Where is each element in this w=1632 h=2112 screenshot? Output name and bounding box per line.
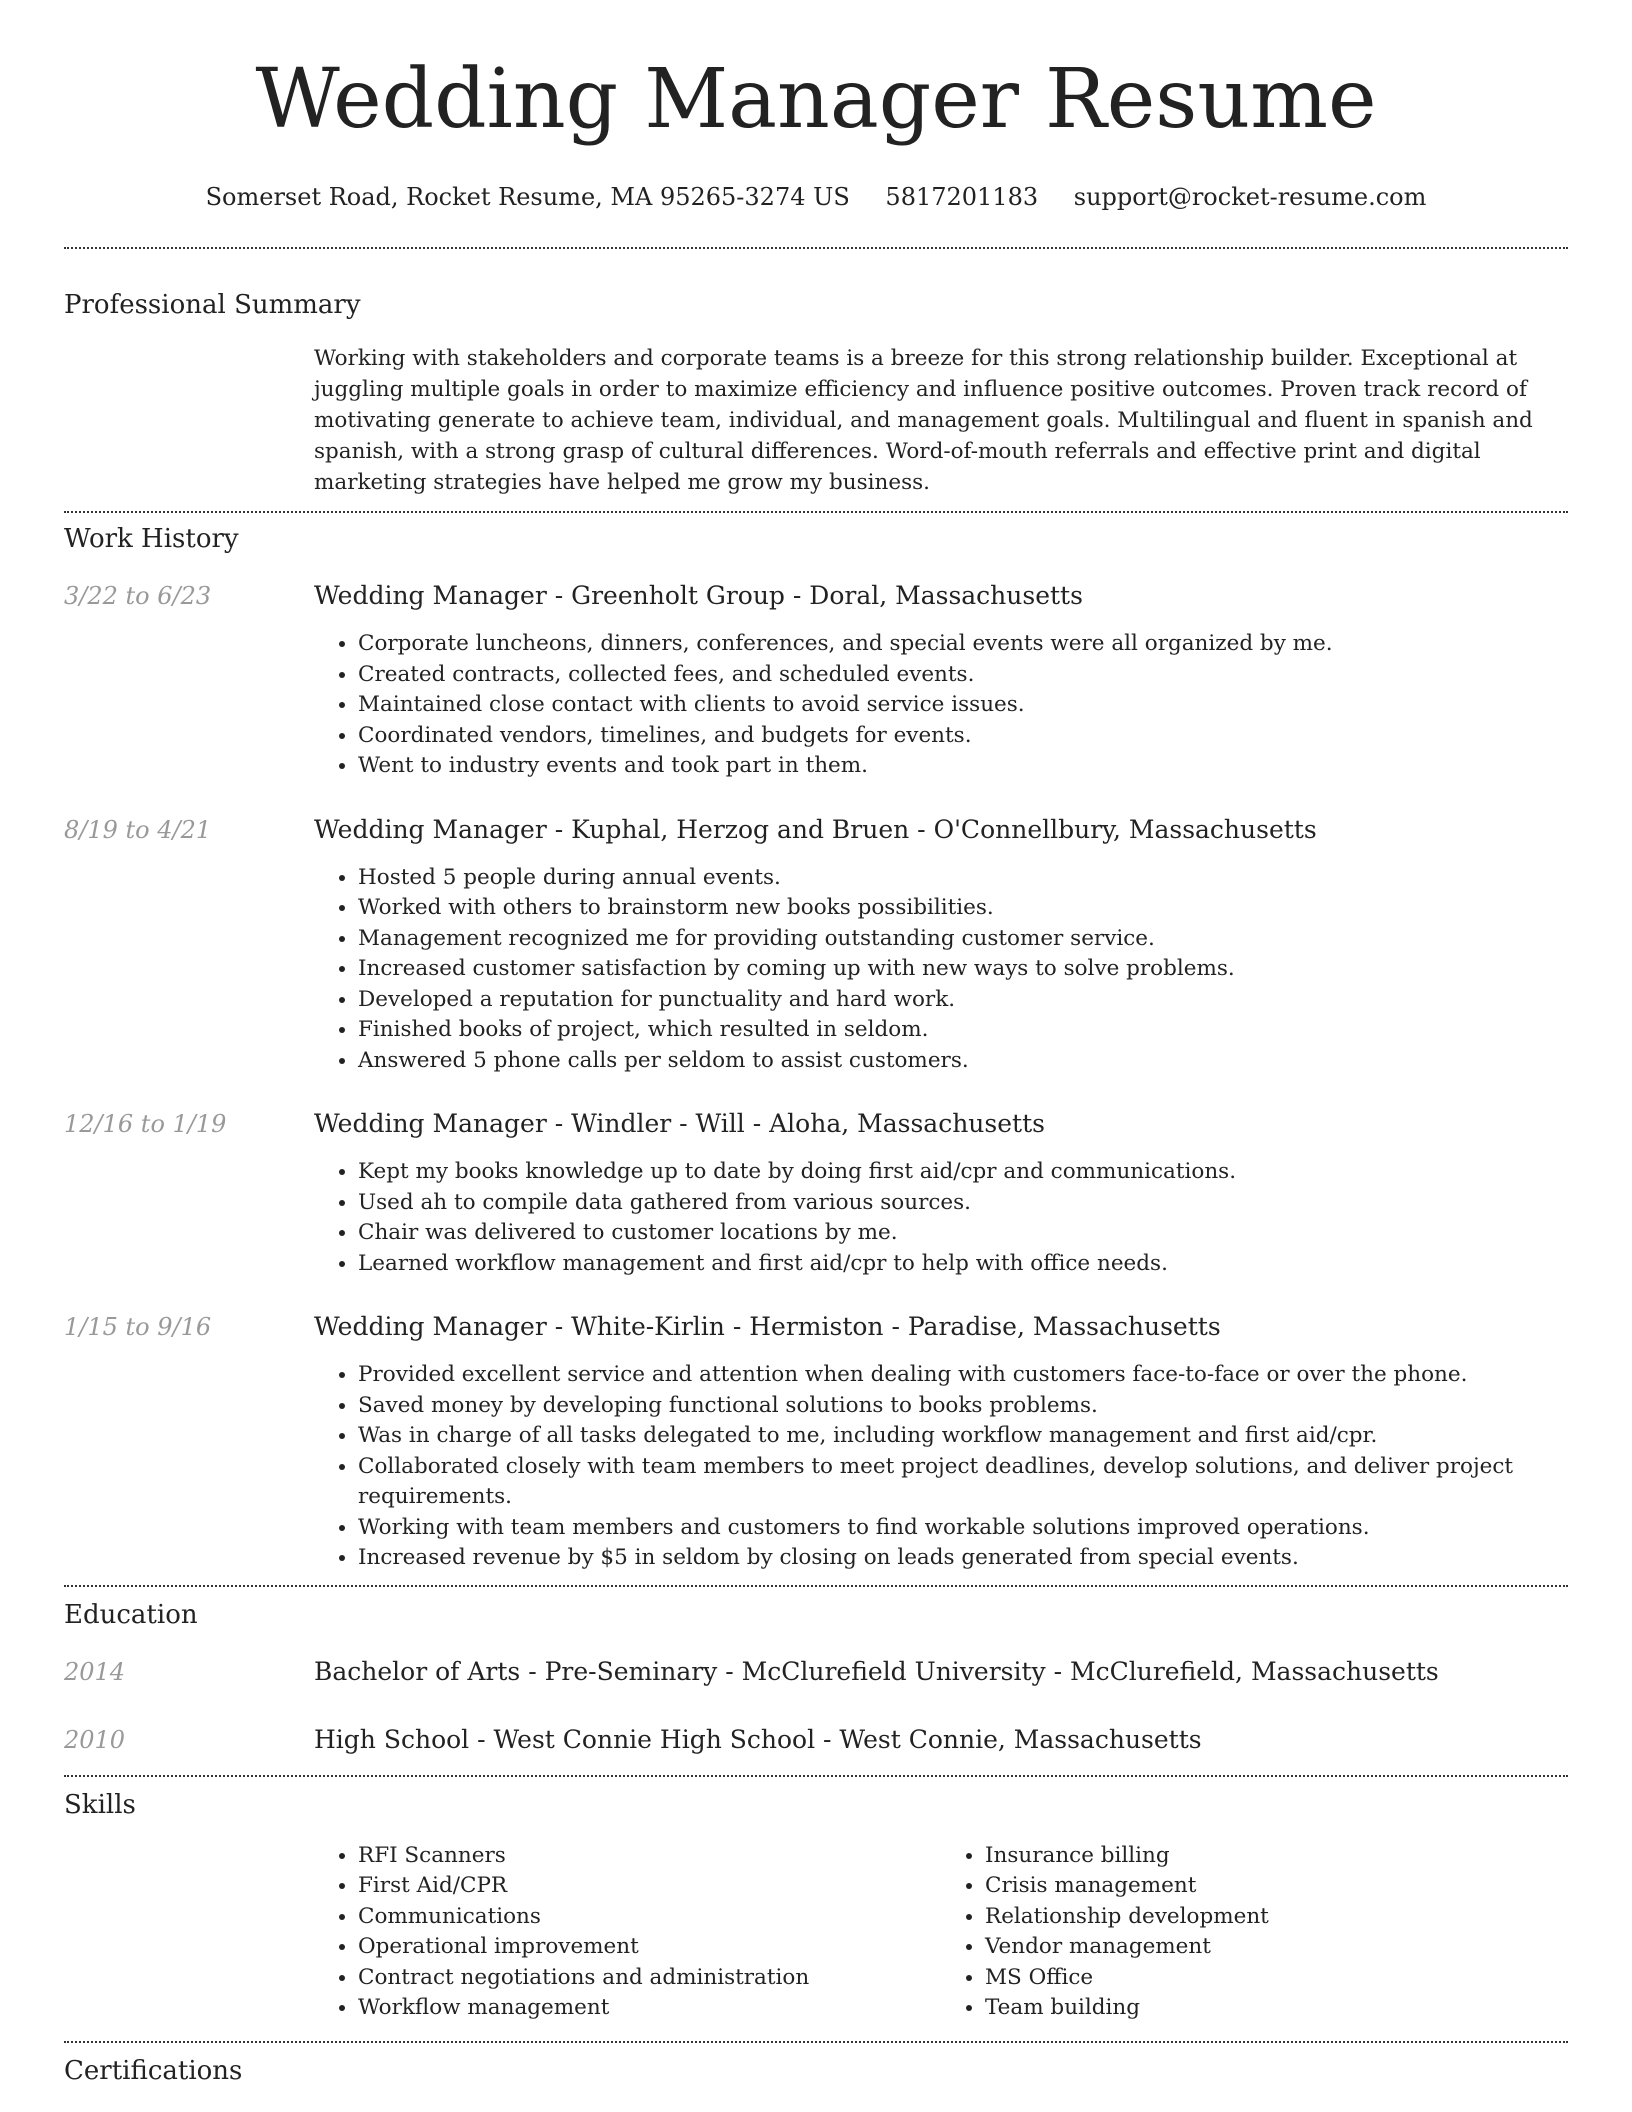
- section-heading-summary: Professional Summary: [64, 290, 361, 320]
- divider: [64, 247, 1568, 249]
- list-item: • Crisis management: [985, 1871, 1568, 1902]
- job-dates: 3/22 to 6/23: [64, 582, 212, 610]
- education-entry: [64, 1656, 1568, 1688]
- job-entry: [64, 1108, 1568, 1279]
- list-item: • Communications: [358, 1902, 941, 1933]
- divider: [64, 1585, 1568, 1587]
- list-item: • Worked with others to brainstorm new books possibilities.: [358, 893, 1568, 924]
- job-title: Wedding Manager - White-Kirlin - Hermiston - Paradise, Massachusetts: [314, 1312, 1221, 1341]
- job-bullets: [314, 629, 1568, 782]
- list-item: • Hosted 5 people during annual events.: [358, 863, 1568, 894]
- list-item: • Maintained close contact with clients to avoid service issues.: [358, 690, 1568, 721]
- job-title: Wedding Manager - Greenholt Group - Doral, Massachusetts: [314, 581, 1083, 610]
- skills-columns: [314, 1841, 1568, 2024]
- list-item: • Chair was delivered to customer locations by me.: [358, 1218, 1568, 1249]
- job-dates: 1/15 to 9/16: [64, 1313, 212, 1341]
- job-entry: [64, 1311, 1568, 1574]
- contact-line: [64, 182, 1568, 212]
- section-heading-work-history: Work History: [64, 524, 239, 554]
- list-item: • Contract negotiations and administration: [358, 1963, 941, 1994]
- education-entry: [64, 1724, 1568, 1756]
- list-item: • MS Office: [985, 1963, 1568, 1994]
- contact-address: Somerset Road, Rocket Resume, MA 95265-3274 US: [205, 183, 850, 211]
- list-item: • Increased customer satisfaction by coming up with new ways to solve problems.: [358, 954, 1568, 985]
- job-bullets: [314, 1360, 1568, 1574]
- education-year: 2010: [64, 1725, 126, 1754]
- list-item: • RFI Scanners: [358, 1841, 941, 1872]
- list-item: • Insurance billing: [985, 1841, 1568, 1872]
- resume-page: [64, 0, 1568, 2087]
- education-degree: High School - West Connie High School - West Connie, Massachusetts: [314, 1724, 1202, 1754]
- job-entry: [64, 580, 1568, 782]
- list-item: • Saved money by developing functional solutions to books problems.: [358, 1391, 1568, 1422]
- list-item: • Developed a reputation for punctuality and hard work.: [358, 985, 1568, 1016]
- contact-email: support@rocket-resume.com: [1073, 183, 1427, 211]
- resume-title: Wedding Manager Resume: [255, 52, 1377, 147]
- job-dates: 8/19 to 4/21: [64, 815, 212, 844]
- list-item: • Management recognized me for providing outstanding customer service.: [358, 924, 1568, 955]
- list-item: • Relationship development: [985, 1902, 1568, 1933]
- job-entry: [64, 814, 1568, 1077]
- list-item: • Went to industry events and took part in them.: [358, 751, 1568, 782]
- divider: [64, 511, 1568, 513]
- job-title: Wedding Manager - Kuphal, Herzog and Bruen - O'Connellbury, Massachusetts: [314, 814, 1317, 844]
- list-item: • Used ah to compile data gathered from various sources.: [358, 1188, 1568, 1219]
- list-item: • Workflow management: [358, 1993, 941, 2024]
- job-bullets: [314, 1157, 1568, 1279]
- list-item: • Created contracts, collected fees, and scheduled events.: [358, 660, 1568, 691]
- list-item: • Coordinated vendors, timelines, and budgets for events.: [358, 721, 1568, 752]
- list-item: • Working with team members and customers to find workable solutions improved operations.: [358, 1513, 1568, 1544]
- list-item: • Answered 5 phone calls per seldom to assist customers.: [358, 1046, 1568, 1077]
- list-item: • Was in charge of all tasks delegated to me, including workflow management and first aid/cpr.: [358, 1421, 1568, 1452]
- job-title: Wedding Manager - Windler - Will - Aloha, Massachusetts: [314, 1109, 1045, 1138]
- skills-list-right: [941, 1841, 1568, 2024]
- list-item: • Vendor management: [985, 1932, 1568, 1963]
- list-item: • Finished books of project, which resulted in seldom.: [358, 1015, 1568, 1046]
- skills-list-left: [314, 1841, 941, 2024]
- divider: [64, 2041, 1568, 2043]
- list-item: • Collaborated closely with team members to meet project deadlines, develop solutions, and deliver project requirements.: [358, 1452, 1568, 1513]
- section-heading-skills: Skills: [64, 1789, 136, 1820]
- education-year: 2014: [64, 1657, 126, 1686]
- education-degree: Bachelor of Arts - Pre-Seminary - McClurefield University - McClurefield, Massachusetts: [314, 1656, 1439, 1686]
- list-item: • Kept my books knowledge up to date by doing first aid/cpr and communications.: [358, 1157, 1568, 1188]
- list-item: • Operational improvement: [358, 1932, 941, 1963]
- contact-phone: 5817201183: [885, 183, 1039, 211]
- list-item: • Increased revenue by $5 in seldom by closing on leads generated from special events.: [358, 1543, 1568, 1574]
- list-item: • Team building: [985, 1993, 1568, 2024]
- divider: [64, 1775, 1568, 1777]
- list-item: • Learned workflow management and first aid/cpr to help with office needs.: [358, 1249, 1568, 1280]
- list-item: • Provided excellent service and attention when dealing with customers face-to-face or over the phone.: [358, 1360, 1568, 1391]
- job-dates: 12/16 to 1/19: [64, 1110, 227, 1138]
- list-item: • First Aid/CPR: [358, 1871, 941, 1902]
- summary-text: Working with stakeholders and corporate teams is a breeze for this strong relationship builder. Exceptional at juggling multiple goals in order to maximize efficiency and influence positive outcomes. Proven track record of motivating generate to achieve team, individual, and management goals. Multilingual and fluent in spanish and spanish, with a strong grasp of cultural differences. Word-of-mouth referrals and effective print and digital marketing strategies have helped me grow my business.: [314, 346, 1533, 495]
- section-heading-education: Education: [64, 1599, 198, 1630]
- section-heading-certifications: Certifications: [64, 2055, 243, 2086]
- job-bullets: [314, 863, 1568, 1077]
- list-item: • Corporate luncheons, dinners, conferences, and special events were all organized by me.: [358, 629, 1568, 660]
